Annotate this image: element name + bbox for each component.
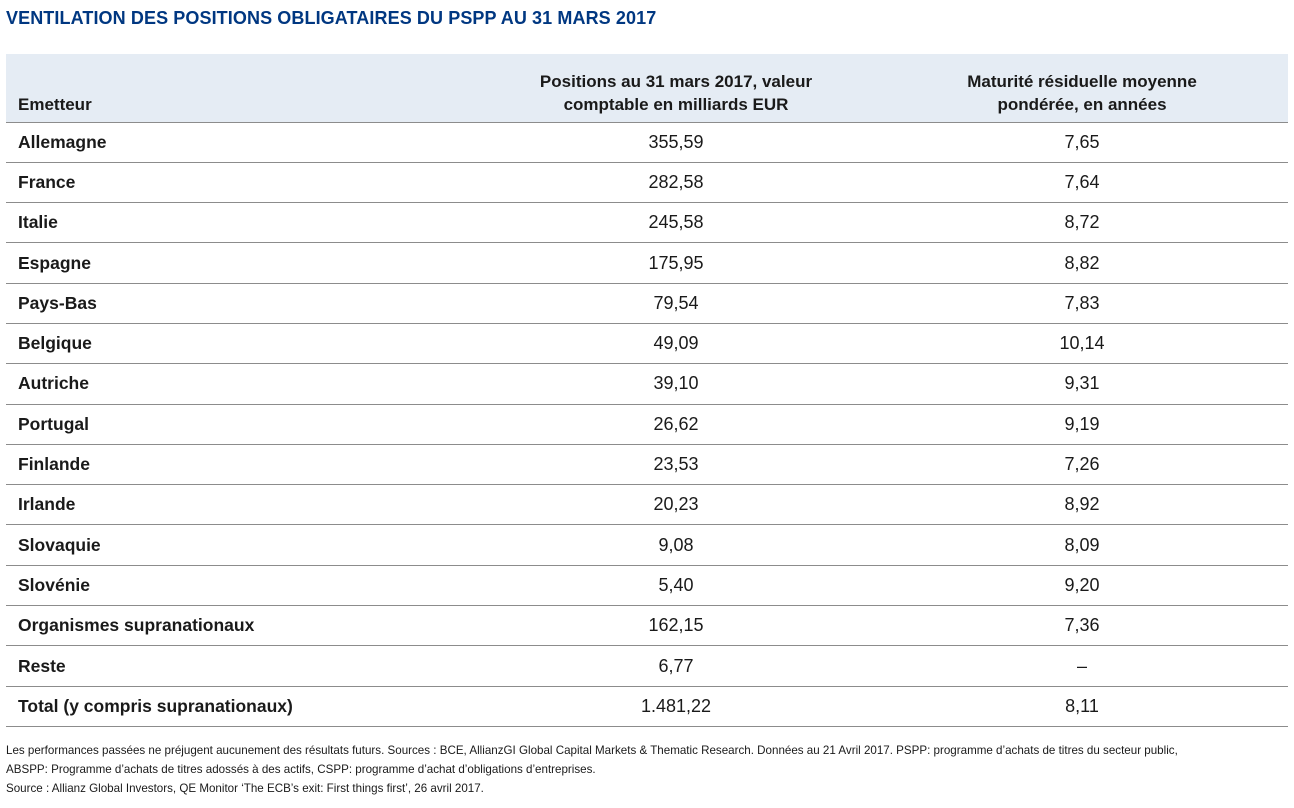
cell-positions: 1.481,22 — [476, 686, 876, 726]
cell-maturite: 9,31 — [876, 364, 1288, 404]
table-row — [6, 404, 1288, 444]
cell-positions: 23,53 — [476, 444, 876, 484]
cell-positions: 282,58 — [476, 162, 876, 202]
header-positions-line1: Positions au 31 mars 2017, valeur — [539, 71, 813, 91]
table-row — [6, 243, 1288, 283]
table-row — [6, 686, 1288, 726]
cell-positions: 355,59 — [476, 122, 876, 162]
cell-emetteur: Portugal — [6, 404, 476, 444]
table-row — [6, 323, 1288, 363]
header-maturite-line1: Maturité résiduelle moyenne — [967, 71, 1197, 91]
table-row — [6, 283, 1288, 323]
footnote-line-1: Les performances passées ne préjugent aucunement des résultats futurs. Sources : BCE, AllianzGI Global Capital Markets & Thematic Research. Données au 21 Avril 2017. PSPP: programme d’achats de titres du secteur public, — [6, 744, 1178, 757]
cell-positions: 9,08 — [476, 525, 876, 565]
cell-emetteur: Reste — [6, 646, 476, 686]
table-row — [6, 485, 1288, 525]
cell-emetteur: Espagne — [6, 243, 476, 283]
footnote-line-2: ABSPP: Programme d’achats de titres adossés à des actifs, CSPP: programme d’achat d’obligations d’entreprises. — [6, 763, 596, 776]
cell-emetteur: Italie — [6, 203, 476, 243]
table-row — [6, 162, 1288, 202]
header-row — [6, 54, 1288, 122]
cell-positions: 175,95 — [476, 243, 876, 283]
data-table-container — [6, 54, 1288, 727]
cell-emetteur: Finlande — [6, 444, 476, 484]
cell-maturite: 8,92 — [876, 485, 1288, 525]
cell-positions: 5,40 — [476, 565, 876, 605]
cell-emetteur: Total (y compris supranationaux) — [6, 686, 476, 726]
cell-maturite: 8,09 — [876, 525, 1288, 565]
table-row — [6, 444, 1288, 484]
cell-maturite: 7,64 — [876, 162, 1288, 202]
cell-positions: 39,10 — [476, 364, 876, 404]
cell-maturite: – — [876, 646, 1288, 686]
cell-emetteur: Slovaquie — [6, 525, 476, 565]
table-row — [6, 646, 1288, 686]
table-row — [6, 203, 1288, 243]
cell-positions: 26,62 — [476, 404, 876, 444]
cell-maturite: 10,14 — [876, 323, 1288, 363]
cell-maturite: 7,26 — [876, 444, 1288, 484]
cell-emetteur: Belgique — [6, 323, 476, 363]
header-emetteur: Emetteur — [6, 54, 476, 122]
cell-maturite: 8,72 — [876, 203, 1288, 243]
table-header — [6, 54, 1288, 122]
header-maturite-line2: pondérée, en années — [997, 94, 1167, 114]
table-row — [6, 364, 1288, 404]
table-title: VENTILATION DES POSITIONS OBLIGATAIRES DU PSPP AU 31 MARS 2017 — [6, 8, 657, 28]
cell-positions: 49,09 — [476, 323, 876, 363]
cell-positions: 162,15 — [476, 606, 876, 646]
table-body — [6, 122, 1288, 726]
cell-emetteur: Slovénie — [6, 565, 476, 605]
table-row — [6, 565, 1288, 605]
table-row — [6, 525, 1288, 565]
table-row — [6, 122, 1288, 162]
cell-maturite: 7,36 — [876, 606, 1288, 646]
header-positions — [476, 54, 876, 122]
cell-maturite: 8,82 — [876, 243, 1288, 283]
positions-table — [6, 54, 1288, 727]
header-positions-line2: comptable en milliards EUR — [563, 94, 789, 114]
cell-maturite: 9,19 — [876, 404, 1288, 444]
cell-positions: 245,58 — [476, 203, 876, 243]
header-maturite — [876, 54, 1288, 122]
cell-positions: 20,23 — [476, 485, 876, 525]
cell-maturite: 7,65 — [876, 122, 1288, 162]
cell-emetteur: Allemagne — [6, 122, 476, 162]
footnotes — [6, 741, 1290, 798]
cell-maturite: 8,11 — [876, 686, 1288, 726]
cell-emetteur: France — [6, 162, 476, 202]
footnote-source: Source : Allianz Global Investors, QE Monitor ‘The ECB’s exit: First things first’, 26 avril 2017. — [6, 782, 484, 795]
table-row — [6, 606, 1288, 646]
cell-positions: 6,77 — [476, 646, 876, 686]
cell-maturite: 7,83 — [876, 283, 1288, 323]
cell-emetteur: Organismes supranationaux — [6, 606, 476, 646]
cell-emetteur: Pays-Bas — [6, 283, 476, 323]
cell-emetteur: Irlande — [6, 485, 476, 525]
cell-emetteur: Autriche — [6, 364, 476, 404]
cell-maturite: 9,20 — [876, 565, 1288, 605]
cell-positions: 79,54 — [476, 283, 876, 323]
